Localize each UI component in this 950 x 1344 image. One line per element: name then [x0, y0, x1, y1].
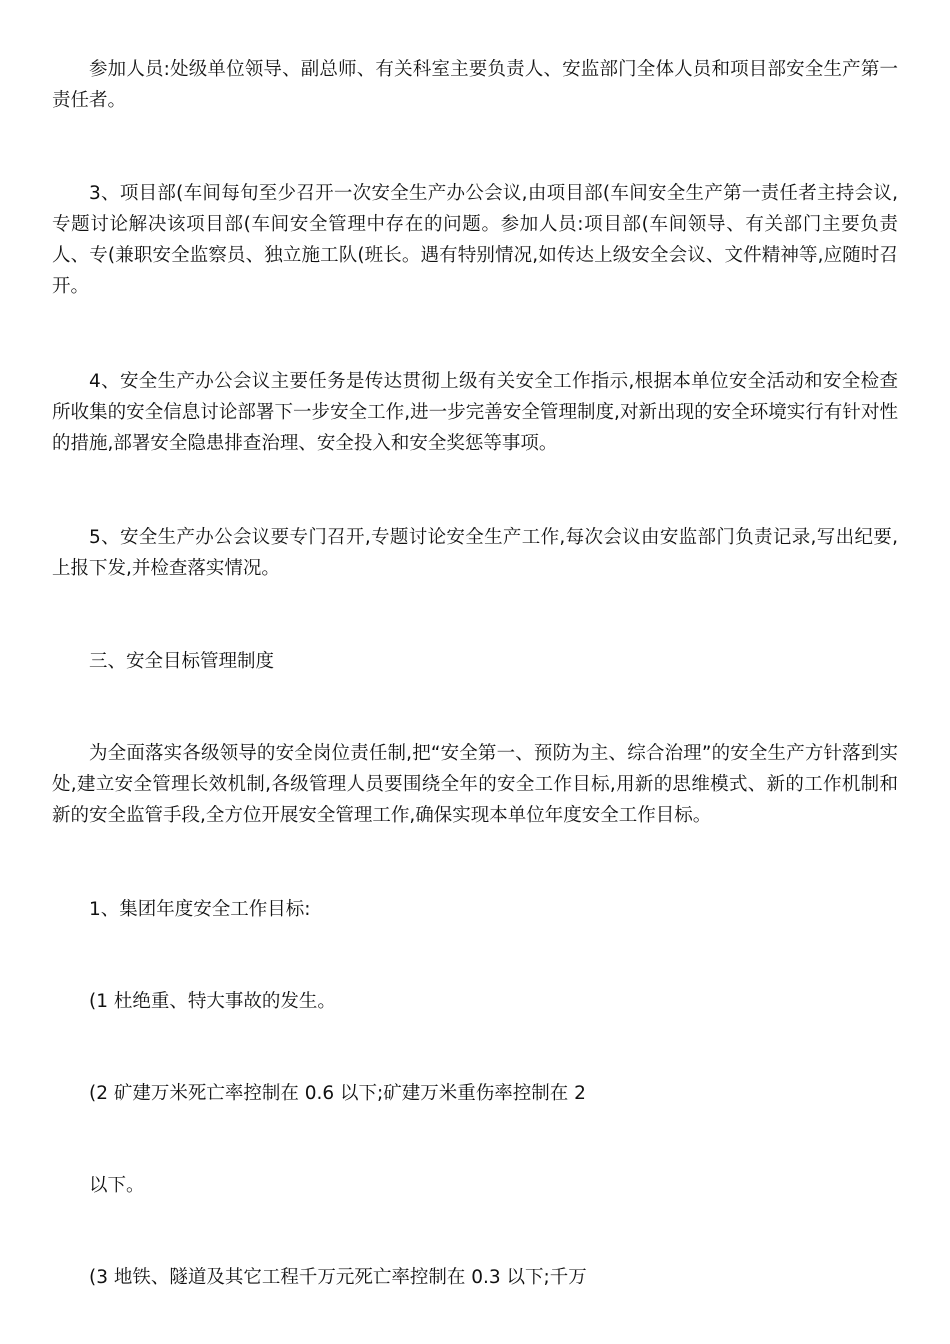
list-item-goal-2: (2 矿建万米死亡率控制在 0.6 以下;矿建万米重伤率控制在 2	[89, 1083, 586, 1104]
section-heading: 三、安全目标管理制度	[89, 651, 275, 672]
paragraph-intro: 为全面落实各级领导的安全岗位责任制,把“安全第一、预防为主、综合治理”的安全生产方针落到实处,建立安全管理长效机制,各级管理人员要围绕全年的安全工作目标,用新的思维模式、新的工作机制和新的安全监管手段,全方位开展安全管理工作,确保实现本单位年度安全工作目标。	[52, 743, 898, 826]
list-item-goal-2-continued: 以下。	[89, 1175, 145, 1196]
paragraph-item-4: 4、安全生产办公会议主要任务是传达贯彻上级有关安全工作指示,根据本单位安全活动和安全检查所收集的安全信息讨论部署下一步安全工作,进一步完善安全管理制度,对新出现的安全环境实行有针对性的措施,部署安全隐患排查治理、安全投入和安全奖惩等事项。	[52, 371, 898, 454]
paragraph-attendees: 参加人员:处级单位领导、副总师、有关科室主要负责人、安监部门全体人员和项目部安全生产第一责任者。	[52, 59, 898, 111]
paragraph-item-3: 3、项目部(车间每旬至少召开一次安全生产办公会议,由项目部(车间安全生产第一责任者主持会议,专题讨论解决该项目部(车间安全管理中存在的问题。参加人员:项目部(车间领导、有关部门主要负责人、专(兼职安全监察员、独立施工队(班长。遇有特别情况,如传达上级安全会议、文件精神等,应随时召开。	[52, 183, 898, 297]
paragraph-goal-heading: 1、集团年度安全工作目标:	[89, 899, 311, 920]
list-item-goal-1: (1 杜绝重、特大事故的发生。	[89, 991, 336, 1012]
list-item-goal-3: (3 地铁、隧道及其它工程千万元死亡率控制在 0.3 以下;千万	[89, 1267, 587, 1288]
paragraph-item-5: 5、安全生产办公会议要专门召开,专题讨论安全生产工作,每次会议由安监部门负责记录,写出纪要,上报下发,并检查落实情况。	[52, 527, 898, 579]
